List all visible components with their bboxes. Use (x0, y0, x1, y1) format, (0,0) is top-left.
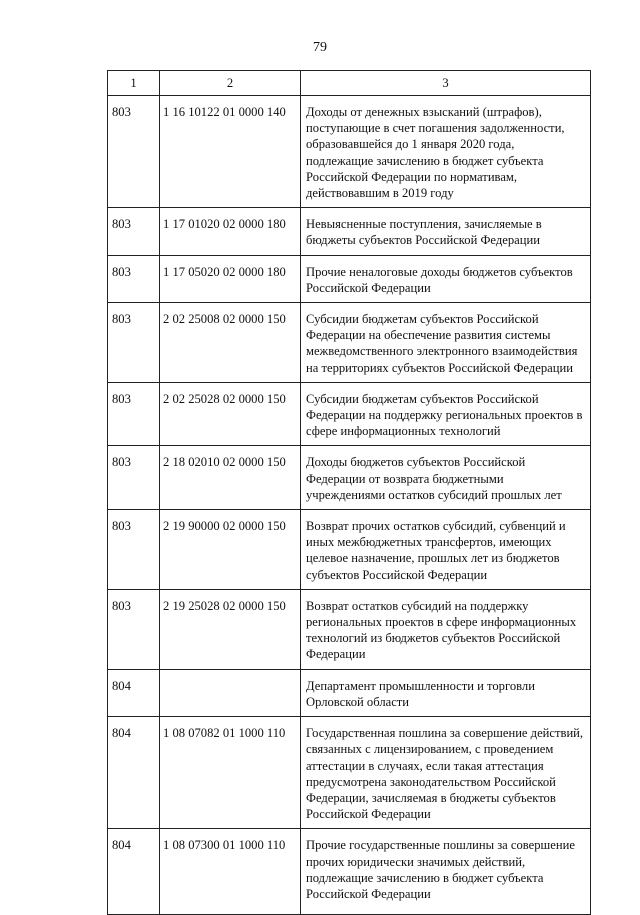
admin-code-cell: 804 (108, 717, 160, 829)
column-header: 2 (160, 71, 301, 96)
admin-code-cell: 804 (108, 829, 160, 915)
admin-code-cell: 803 (108, 589, 160, 669)
table-row (108, 446, 591, 510)
table-row (108, 510, 591, 590)
budget-code-cell: 2 02 25008 02 0000 150 (160, 303, 301, 383)
description-cell: Департамент промышленности и торговли Орловской области (301, 669, 591, 716)
table-row (108, 717, 591, 829)
page-number: 79 (313, 40, 327, 55)
table-row (108, 829, 591, 915)
budget-code-cell (160, 669, 301, 716)
table-row (108, 208, 591, 255)
description-cell: Возврат остатков субсидий на поддержку региональных проектов в сфере информационных технологий из бюджетов субъектов Российской Федерации (301, 589, 591, 669)
revenue-codes-table (107, 70, 591, 915)
description-cell: Субсидии бюджетам субъектов Российской Федерации на обеспечение развития системы межведомственного электронного взаимодействия на территориях субъектов Российской Федерации (301, 303, 591, 383)
column-header: 3 (301, 71, 591, 96)
table-row (108, 382, 591, 446)
description-cell: Возврат прочих остатков субсидий, субвенций и иных межбюджетных трансфертов, имеющих целевое назначение, прошлых лет из бюджетов субъектов Российской Федерации (301, 510, 591, 590)
budget-code-cell: 2 02 25028 02 0000 150 (160, 382, 301, 446)
budget-code-cell: 1 08 07082 01 1000 110 (160, 717, 301, 829)
budget-code-cell: 2 19 90000 02 0000 150 (160, 510, 301, 590)
budget-code-cell: 1 08 07300 01 1000 110 (160, 829, 301, 915)
table-row (108, 96, 591, 208)
budget-code-cell: 2 19 25028 02 0000 150 (160, 589, 301, 669)
budget-code-cell: 2 18 02010 02 0000 150 (160, 446, 301, 510)
admin-code-cell: 803 (108, 382, 160, 446)
table-row (108, 255, 591, 302)
admin-code-cell: 803 (108, 96, 160, 208)
description-cell: Невыясненные поступления, зачисляемые в бюджеты субъектов Российской Федерации (301, 208, 591, 255)
budget-code-cell: 1 17 01020 02 0000 180 (160, 208, 301, 255)
description-cell: Прочие государственные пошлины за совершение прочих юридически значимых действий, подлежащие зачислению в бюджет субъекта Российской Федерации (301, 829, 591, 915)
description-cell: Государственная пошлина за совершение действий, связанных с лицензированием, с проведением аттестации в случаях, если такая аттестация предусмотрена законодательством Российской Федерации, зачисляемая в бюджеты субъектов Российской Федерации (301, 717, 591, 829)
admin-code-cell: 803 (108, 446, 160, 510)
table-row (108, 669, 591, 716)
description-cell: Субсидии бюджетам субъектов Российской Федерации на поддержку региональных проектов в сфере информационных технологий (301, 382, 591, 446)
budget-code-cell: 1 17 05020 02 0000 180 (160, 255, 301, 302)
table-row (108, 303, 591, 383)
admin-code-cell: 804 (108, 669, 160, 716)
admin-code-cell: 803 (108, 255, 160, 302)
admin-code-cell: 803 (108, 303, 160, 383)
budget-code-cell: 1 16 10122 01 0000 140 (160, 96, 301, 208)
description-cell: Доходы бюджетов субъектов Российской Федерации от возврата бюджетными учреждениями остатков субсидий прошлых лет (301, 446, 591, 510)
column-header: 1 (108, 71, 160, 96)
table-row (108, 589, 591, 669)
admin-code-cell: 803 (108, 208, 160, 255)
description-cell: Доходы от денежных взысканий (штрафов), поступающие в счет погашения задолженности, образовавшейся до 1 января 2020 года, подлежащие зачислению в бюджет субъекта Российской Федерации по нормативам, действовавшим в 2019 году (301, 96, 591, 208)
description-cell: Прочие неналоговые доходы бюджетов субъектов Российской Федерации (301, 255, 591, 302)
table-header-row (108, 71, 591, 96)
admin-code-cell: 803 (108, 510, 160, 590)
